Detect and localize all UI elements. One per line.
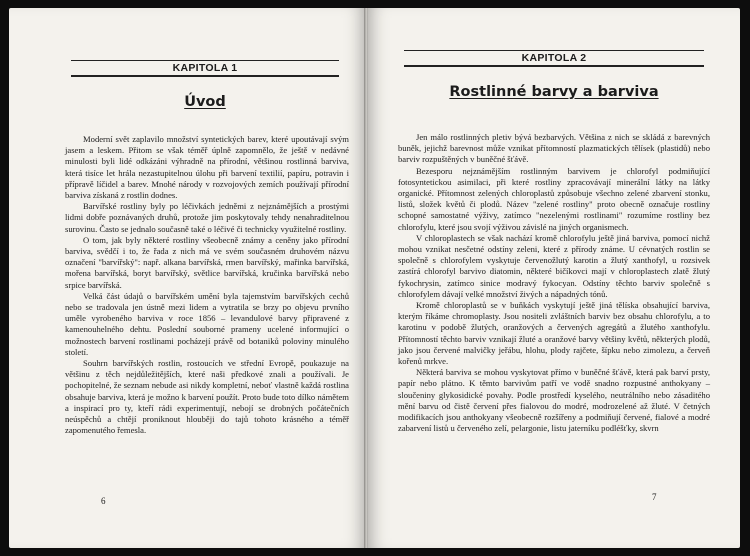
paragraph: Velká část údajů o barvířském umění byla tajemstvím barvířských cechů nebo se tradovala jen ústně mezi lidem a vytratila se brzy po objevu prvního uměle vyrobeného barviva v roce 1856 – levandulové barvy připravené z kamenouhelného dehtu. Poslední souborné prameny ucelené informující o možnostech barvení rostlinami pocházejí právě od botaniků poloviny minulého století. xyxy=(65,290,349,357)
paragraph: Jen málo rostlinných pletiv bývá bezbarvých. Většina z nich se skládá z barevných buněk, jejichž barevnost může vznikat přítomností plazmatických tělísek (plastidů) nebo barviv rozpuštěných v buněčné šťávě. xyxy=(398,132,710,165)
paragraph: O tom, jak byly některé rostliny všeobecně známy a ceněny jako přírodní barviva, svědčí i to, že řada z nich má ve svém současném druhovém názvu označení "barvířský": např. alkana barvířská, rmen barvířský, mařinka barvířská, mořena barvířská, boryt barvířský, světlice barvířská, kručinka barvířská nebo srpice barvířská. xyxy=(65,234,349,290)
paragraph: Bezesporu nejznámějším rostlinným barvivem je chlorofyl podmiňující fotosyntetickou asimilaci, při které rostliny zpracovávají minerální látky na látky organické. Přítomnost zelených chloroplastů způsobuje všechno zelené zbarvení stonku, listů, složek květů či plodů. Název "zelené rostliny" proto obecně označuje rostliny schopné samostatné výživy, zatímco "nezelenými rostlinami" rozumíme rostliny bez chlorofylu, které jsou svojí výživou závislé na jiných organismech. xyxy=(398,165,710,232)
chapter-rule-bottom xyxy=(71,75,339,77)
right-page xyxy=(368,8,740,548)
page-number: 6 xyxy=(101,496,106,506)
chapter-title: Úvod xyxy=(184,94,226,110)
chapter-rule-bottom xyxy=(404,65,704,67)
paragraph: V chloroplastech se však nachází kromě chlorofylu ještě jiná barviva, pomocí nichž mohou vznikat nesčetné odstíny zeleni, které z přírody známe. U cévnatých rostlin se společně s chlorofylem vyskytuje červenožlutý karotin a žlutý xanthofyl, u rozsivek zastírá chlorofyl barvivo diatomin, některé bičíkovci mají v chloroplastech zlatě žlutý fykochrysin, zatímco sinice modravý fykocyan. Odstíny těchto barviv společně s chlorofylem dávají velké množství živých a nápadných tónů. xyxy=(398,232,710,299)
chapter-label: KAPITOLA 1 xyxy=(172,62,238,74)
paragraph: Souhrn barvířských rostlin, rostoucích ve střední Evropě, poukazuje na většinu z těch nejdůležitějších, které naši předkové znali a používali. Je pochopitelné, že seznam nebude asi nikdy kompletní, neboť vlastně každá rostlina obsahuje barviva, která je možno k barvení použít. Proto bude toto dílko námětem a inspirací pro ty, kteří rádi experimentují, nebojí se drobných počátečních neúspěchů a chtějí proniknout hlouběji do tajů tohoto krásného a téměř zapomenutého řemesla. xyxy=(65,358,349,436)
paragraph: Některá barviva se mohou vyskytovat přímo v buněčné šťávě, která pak barví prsty, papír nebo plátno. K těmto barvivům patří ve vodě snadno rozpustné anthokyany – sloučeniny glykosidické povahy. Podle prostředí kyselého, neutrálního nebo zásaditého mění barvu od čistě červení přes fialovou do modré, modrozelené až žluté. V četných modifikacích jsou anthokyany všeobecně rozšířeny a podmiňují červené, fialové a modré zabarvení listů u červeného zelí, pelargonie, listu jaterníku podléšťky, skvrn xyxy=(398,367,710,434)
chapter-text xyxy=(398,132,710,434)
paragraph: Moderní svět zaplavilo množství syntetických barev, které upoutávají svým jasem a leskem. Přitom se však téměř úplně zapomnělo, že ještě v nedávné minulosti byli lidé odkázáni výhradně na přírodní, většinou rostlinná barviva, která tisíce let hrála nezastupitelnou úlohu při barvení textilií, papíru, potravin i přípravě líčidel a barev. Mnohé národy v rozvojových zemích používají přírodní barviva získaná z rostlin dodnes. xyxy=(65,134,349,201)
paragraph: Kromě chloroplastů se v buňkách vyskytují ještě jiná tělíska obsahující barviva, kterým říkáme chromoplasty. Jsou nositeli zvláštních barviv bez obsahu chlorofylu, a to karotinu v podobě žlutých, oranžových a červených agregátů a žlutého xanthofylu. Přítomností těchto barviv vznikají žluté a oranžové barvy většiny květů, některých plodů, jako jsou červené malvičky jeřábu, hlohu, plody rajčete, šípku nebo zimolezu, a červeň kořenů mrkve. xyxy=(398,300,710,367)
left-page xyxy=(9,8,365,548)
chapter-title: Rostlinné barvy a barviva xyxy=(449,84,659,100)
chapter-header xyxy=(404,50,704,67)
page-number: 7 xyxy=(652,492,657,502)
chapter-label: KAPITOLA 2 xyxy=(521,52,587,64)
chapter-text xyxy=(65,134,349,436)
paragraph: Barvířské rostliny byly po léčivkách jedněmi z nejznámějších a prostými lidmi dobře poznávaných druhů, protože jim poskytovaly tehdy nenahraditelnou surovinu. Často se jednalo současně také o léčivé či technicky využitelné rostliny. xyxy=(65,201,349,234)
chapter-header xyxy=(71,60,339,77)
